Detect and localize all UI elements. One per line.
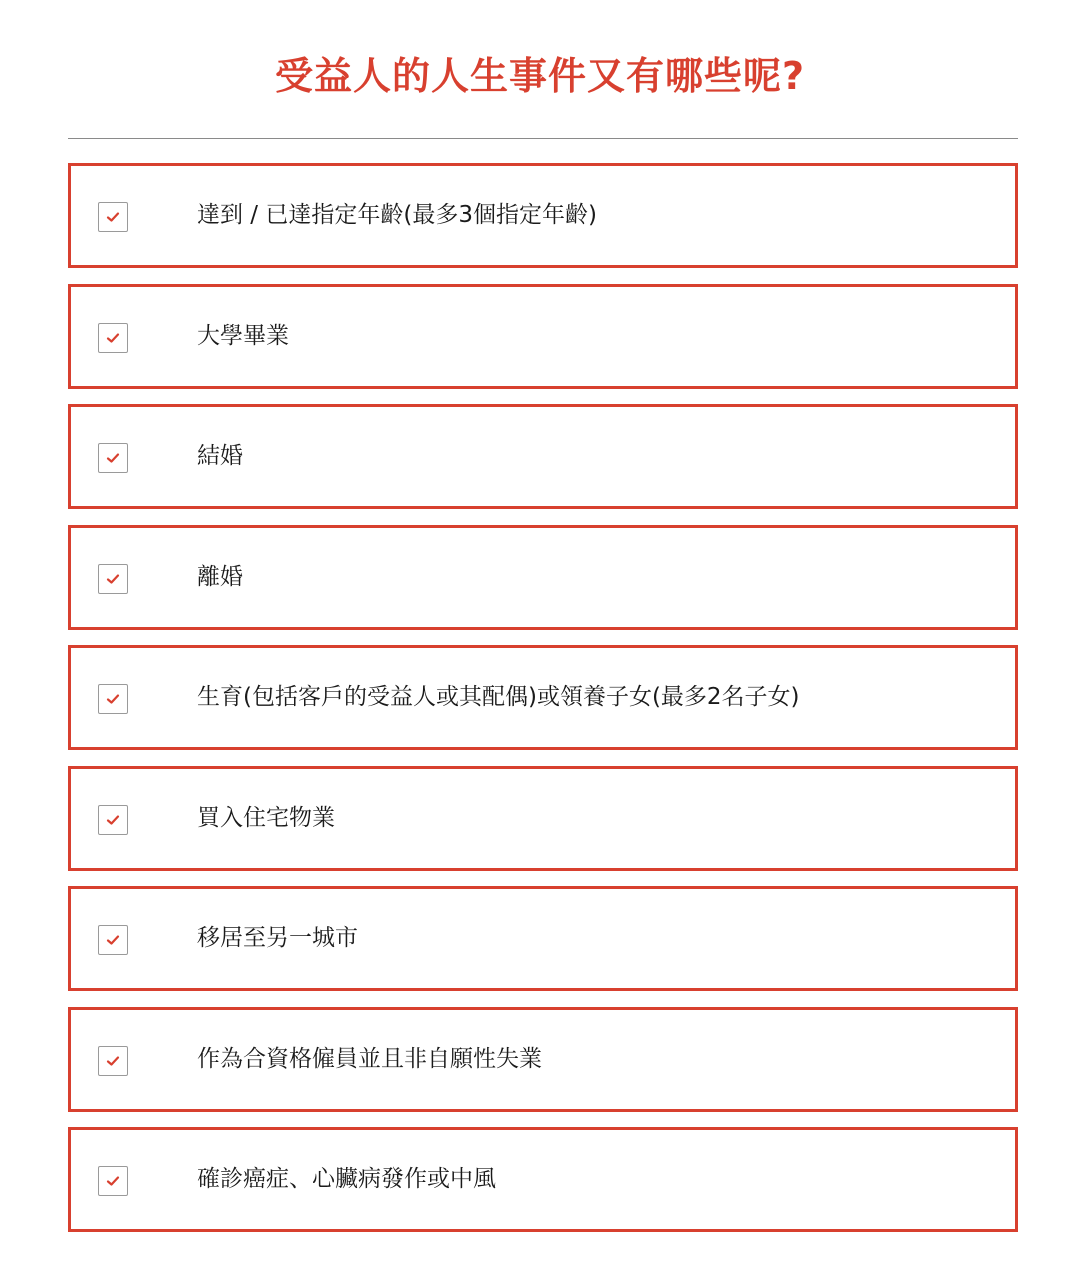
life-event-item <box>68 284 1018 389</box>
event-label: 移居至另一城市 <box>197 925 358 951</box>
event-label: 確診癌症、心臟病發作或中風 <box>197 1166 496 1192</box>
life-event-item <box>68 404 1018 509</box>
event-checkbox[interactable] <box>98 443 128 473</box>
life-event-item <box>68 645 1018 750</box>
event-label: 買入住宅物業 <box>197 804 335 831</box>
event-label: 結婚 <box>197 443 243 469</box>
event-checkbox[interactable] <box>98 684 128 714</box>
checkmark-icon <box>106 332 120 344</box>
event-checkbox[interactable] <box>98 925 128 955</box>
checkmark-icon <box>106 211 120 223</box>
checkmark-icon <box>106 1055 120 1067</box>
event-label: 生育(包括客戶的受益人或其配偶)或領養子女(最多2名子女) <box>197 684 800 710</box>
event-checkbox[interactable] <box>98 323 128 353</box>
checkmark-icon <box>106 934 120 946</box>
checkmark-icon <box>106 573 120 585</box>
event-checkbox[interactable] <box>98 1046 128 1076</box>
checkmark-icon <box>106 693 120 705</box>
event-checkbox[interactable] <box>98 1166 128 1196</box>
life-event-item <box>68 886 1018 991</box>
title-divider <box>68 138 1018 139</box>
event-checkbox[interactable] <box>98 564 128 594</box>
event-label: 達到 / 已達指定年齡(最多3個指定年齡) <box>197 202 597 228</box>
event-label: 離婚 <box>197 563 243 590</box>
event-label: 大學畢業 <box>197 322 289 349</box>
life-event-item <box>68 1007 1018 1112</box>
event-checkbox[interactable] <box>98 202 128 232</box>
event-label: 作為合資格僱員並且非自願性失業 <box>197 1045 542 1072</box>
checkmark-icon <box>106 1175 120 1187</box>
life-event-item <box>68 525 1018 630</box>
checkmark-icon <box>106 452 120 464</box>
life-event-item <box>68 163 1018 268</box>
life-event-item <box>68 766 1018 871</box>
page-title: 受益人的人生事件又有哪些呢? <box>274 54 806 98</box>
checkmark-icon <box>106 814 120 826</box>
life-event-list <box>68 163 1018 1248</box>
life-event-item <box>68 1127 1018 1232</box>
event-checkbox[interactable] <box>98 805 128 835</box>
